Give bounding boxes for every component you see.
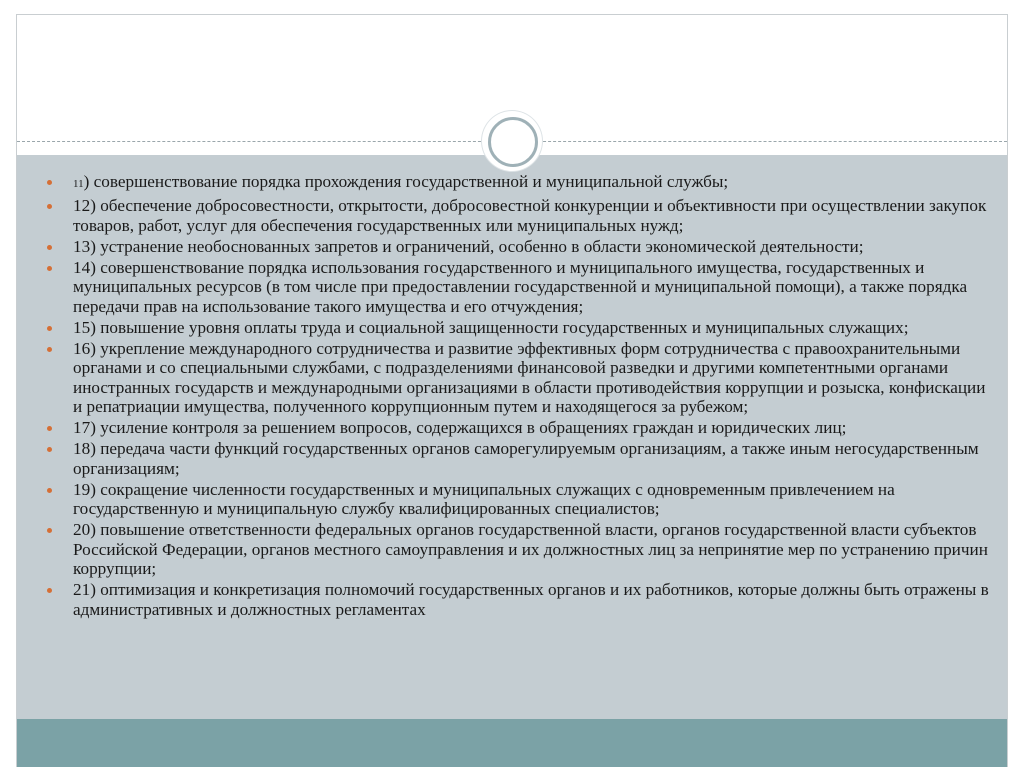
bullet-dot-icon [47,266,52,271]
list-item [47,480,997,519]
list-item [47,339,997,417]
decorative-circle-icon [482,111,542,171]
bullet-dot-icon [47,426,52,431]
bullet-dot-icon [47,347,52,352]
item-text: 14) совершенствование порядка использования государственного и муниципального имущества, государственных и муниципальных ресурсов (в том числе при предоставлении государственной и муниципальной помощи), а также порядка передачи прав на использование такого имущества и его отчуждения; [73,257,968,316]
bullet-dot-icon [47,588,52,593]
bullet-dot-icon [47,326,52,331]
bullet-list [47,172,997,621]
bullet-dot-icon [47,447,52,452]
bullet-dot-icon [47,180,52,185]
list-item [47,418,997,438]
circle-ring [488,117,538,167]
item-text: 13) устранение необоснованных запретов и ограничений, особенно в области экономической деятельности; [73,236,864,256]
list-item [47,439,997,478]
item-text: 20) повышение ответственности федеральных органов государственной власти, органов государственной власти субъектов Российской Федерации, органов местного самоуправления и их должностных лиц за непринятие мер по устранению причин коррупции; [73,520,988,578]
list-item [47,520,997,579]
bullet-dot-icon [47,245,52,250]
item-text: 16) укрепление международного сотрудничества и развитие эффективных форм сотрудничества с правоохранительными органами и со специальными службами, с подразделениями финансовой разведки и другими компетентными органами иностранных государств и международными организациями в области противодействия коррупции и розыска, конфискации и репатриации имущества, полученного коррупционным путем и находящегося за рубежом; [73,338,986,416]
bullet-dot-icon [47,488,52,493]
bullet-dot-icon [47,528,52,533]
item-number: 11 [73,178,84,190]
list-item [47,318,997,338]
item-text: 21) оптимизация и конкретизация полномочий государственных органов и их работников, которые должны быть отражены в административных и должностных регламентах [73,580,989,619]
list-item [47,580,997,619]
item-text: 15) повышение уровня оплаты труда и социальной защищенности государственных и муниципальных служащих; [73,317,909,337]
list-item [47,196,997,235]
item-text: ) совершенствование порядка прохождения государственной и муниципальной службы; [83,172,729,191]
list-item [47,237,997,257]
list-item [47,258,997,317]
list-item [47,172,997,195]
item-text: 18) передача части функций государственных органов саморегулируемым организациям, а также иным негосударственным организациям; [73,439,979,478]
item-text: 17) усиление контроля за решением вопросов, содержащихся в обращениях граждан и юридических лиц; [73,418,847,437]
item-text: 19) сокращение численности государственных и муниципальных служащих с одновременным привлечением на государственную и муниципальную службу квалифицированных специалистов; [73,479,895,518]
bullet-dot-icon [47,204,52,209]
item-text: 12) обеспечение добросовестности, открытости, добросовестной конкуренции и объективности при осуществлении закупок товаров, работ, услуг для обеспечения государственных или муниципальных нужд; [73,196,987,235]
bottom-accent-bar [17,719,1007,767]
